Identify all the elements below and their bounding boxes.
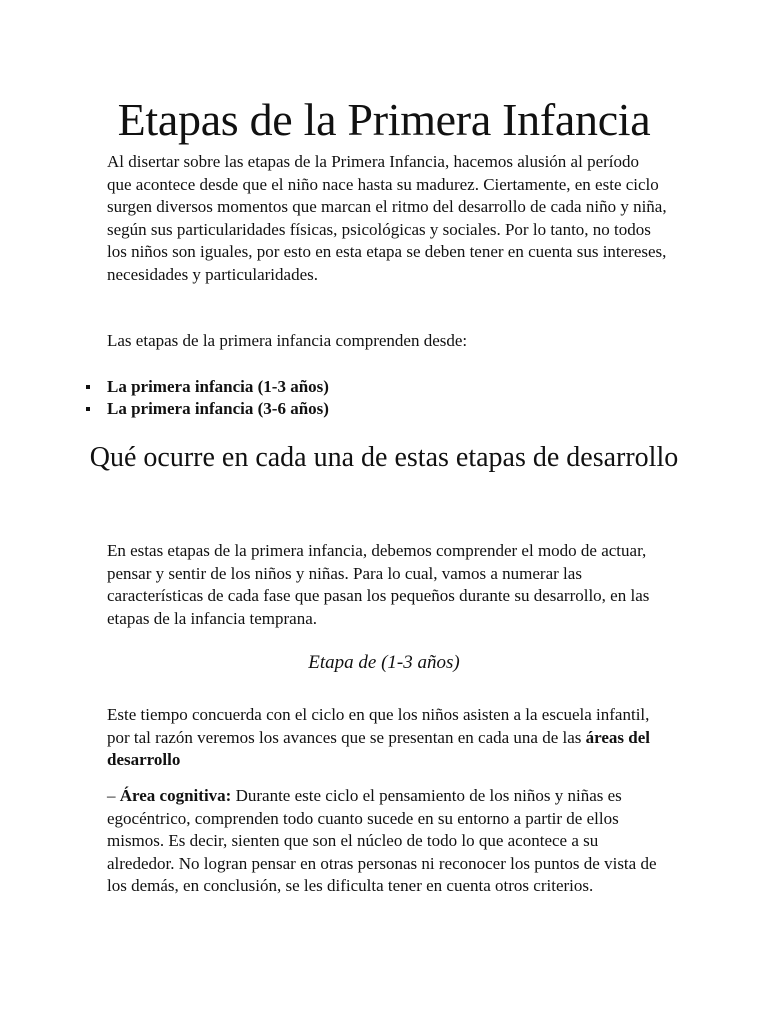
cognitive-text: Durante este ciclo el pensamiento de los niños y niñas es egocéntrico, comprenden todo cuanto sucede en su entorno a partir de ellos mismos. Es decir, sienten que son el núcleo de todo lo que acontece a su alrededor. No logran pensar en otras personas ni reconocer los puntos de vista de los demás, en conclusión, se les dificulta tener en cuenta otros criterios. bbox=[107, 786, 657, 895]
cognitive-label: Área cognitiva: bbox=[119, 786, 232, 805]
stages-list bbox=[86, 376, 329, 420]
list-item bbox=[86, 376, 329, 398]
stage-paragraph-text: Este tiempo concuerda con el ciclo en que los niños asisten a la escuela infantil, por tal razón veremos los avances que se presentan en cada una de las bbox=[107, 705, 650, 747]
section-heading: Qué ocurre en cada una de estas etapas de desarrollo bbox=[89, 442, 679, 473]
cognitive-paragraph bbox=[107, 785, 667, 898]
cognitive-prefix: – bbox=[107, 786, 120, 805]
bullet-icon bbox=[86, 385, 90, 389]
stage-paragraph bbox=[107, 704, 667, 772]
page-title: Etapas de la Primera Infancia bbox=[117, 94, 651, 145]
list-item bbox=[86, 398, 329, 420]
bullet-icon bbox=[86, 407, 90, 411]
stage-subheading: Etapa de (1-3 años) bbox=[308, 652, 460, 673]
stages-intro-paragraph: Las etapas de la primera infancia comprenden desde: bbox=[107, 331, 468, 350]
intro-paragraph: Al disertar sobre las etapas de la Primera Infancia, hacemos alusión al período que acontece desde que el niño nace hasta su madurez. Ciertamente, en este ciclo surgen diversos momentos que marcan el ritmo del desarrollo de cada niño y niña, según sus particularidades físicas, psicológicas y sociales. Por lo tanto, no todos los niños son iguales, por esto en esta etapa se deben tener en cuenta sus intereses, necesidades y particularidades. bbox=[107, 152, 667, 284]
stage-paragraph-bold: áreas del desarrollo bbox=[107, 727, 651, 769]
section-paragraph: En estas etapas de la primera infancia, debemos comprender el modo de actuar, pensar y sentir de los niños y niñas. Para lo cual, vamos a numerar las características de cada fase que pasan los pequeños durante su desarrollo, en las etapas de la infancia temprana. bbox=[107, 541, 650, 628]
stage-label: La primera infancia (1-3 años) bbox=[107, 377, 329, 396]
stage-label: La primera infancia (3-6 años) bbox=[107, 399, 329, 418]
